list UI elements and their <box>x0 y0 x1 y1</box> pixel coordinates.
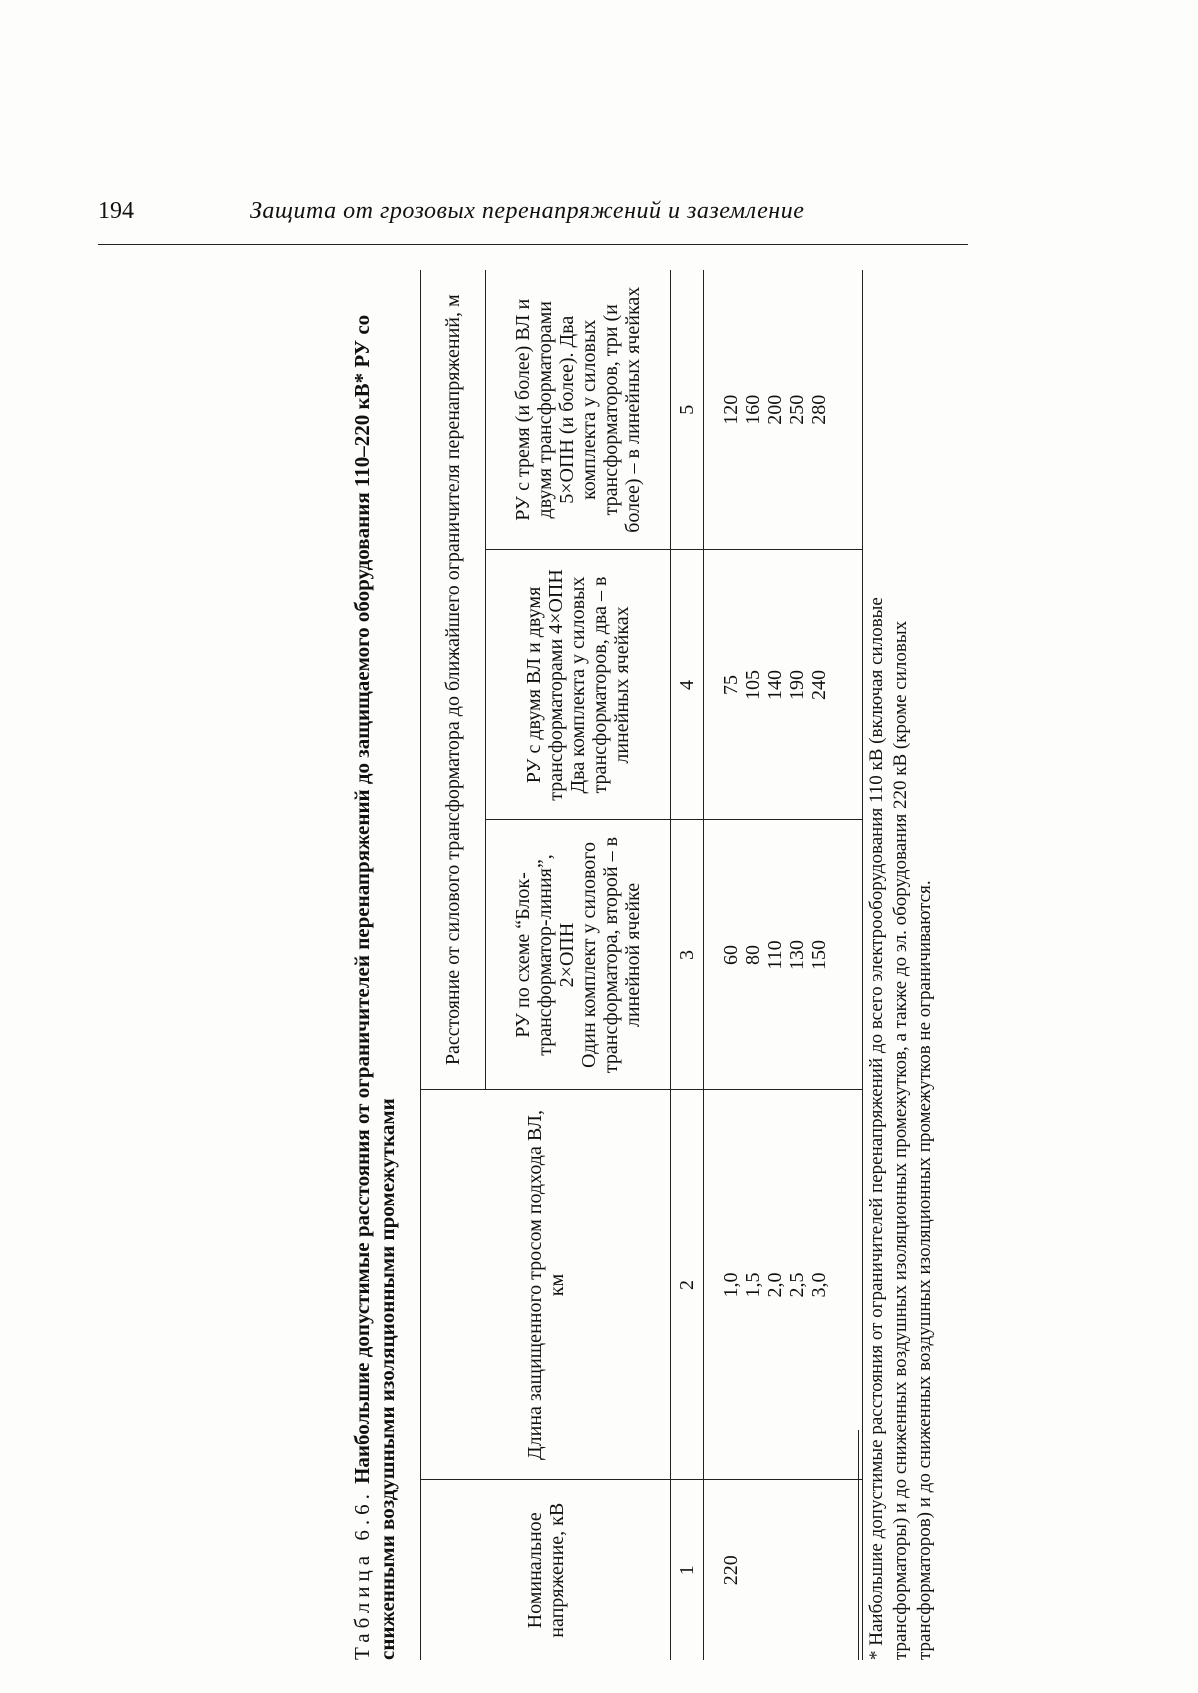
distance-table <box>420 270 863 1660</box>
col5-value: 160 <box>742 394 764 425</box>
length-value: 1,0 <box>720 1272 742 1298</box>
length-value: 1,5 <box>742 1272 764 1298</box>
voltage-value: 220 <box>704 1480 863 1660</box>
header-length: Длина защищенного тросом подхода ВЛ, км <box>421 1090 671 1480</box>
col4-value: 140 <box>764 670 786 700</box>
col5-value: 250 <box>786 394 808 425</box>
col3-value: 150 <box>808 940 830 970</box>
col3-values <box>704 820 863 1090</box>
table-caption-prefix: Таблица 6.6. <box>350 1489 374 1660</box>
column-number-1: 1 <box>671 1480 704 1660</box>
header-distance-group: Расстояние от силового трансформатора до ближайшего ограничителя перенапряжений, м <box>421 270 486 1090</box>
running-title: Защита от грозовых перенапряжений и заземление <box>250 198 805 224</box>
header-col3-scheme: РУ по схеме “Блок-трансформатор-линия”, 2×ОПН <box>512 854 578 1056</box>
table-caption <box>350 270 400 1660</box>
col5-value: 200 <box>764 394 786 425</box>
col4-value: 190 <box>786 670 808 700</box>
header-col4-scheme: РУ с двумя ВЛ и двумя трансформаторами 4×ОПН <box>523 569 567 801</box>
footnote-text: * Наибольшие допустимые расстояния от ограничителей перенапряжений до всего электрооборудования 110 кВ (включая силовые трансформаторы) и до сниженных воздушных изоляционных промежутков, а также до эл. оборудования 220 кВ (кроме силовых трансформаторов) и до сниженных воздушных изоляционных промежутков не ограничиваются. <box>866 597 935 1660</box>
table-caption-text: Наибольшие допустимые расстояния от ограничителей перенапряжений до защищаемого оборудования 110–220 кВ* РУ со сниженными воздушными изоляционными промежутками <box>350 314 399 1660</box>
col4-value: 240 <box>808 670 830 700</box>
running-head <box>98 198 968 234</box>
col3-value: 60 <box>720 945 742 965</box>
col5-value: 120 <box>720 394 742 425</box>
col3-value: 110 <box>764 940 786 970</box>
col5-values <box>704 270 863 550</box>
column-number-2: 2 <box>671 1090 704 1480</box>
col5-value: 280 <box>808 394 830 425</box>
rotated-table-block <box>342 270 992 1660</box>
header-col4 <box>486 550 671 820</box>
length-value: 3,0 <box>808 1272 830 1298</box>
table-footnote <box>858 560 937 1660</box>
length-values <box>704 1090 863 1480</box>
column-number-5: 5 <box>671 270 704 550</box>
col3-value: 80 <box>742 945 764 965</box>
footnote-rule <box>858 1430 859 1660</box>
column-number-3: 3 <box>671 820 704 1090</box>
header-col3 <box>486 820 671 1090</box>
header-rule <box>98 244 968 245</box>
col3-value: 130 <box>786 940 808 970</box>
header-voltage: Номинальное напряжение, кВ <box>421 1480 671 1660</box>
length-value: 2,5 <box>786 1272 808 1298</box>
col4-value: 105 <box>742 670 764 700</box>
column-number-4: 4 <box>671 550 704 820</box>
col4-value: 75 <box>720 675 742 695</box>
header-col4-note: Два комплекта у силовых трансформаторов, два – в линейных ячейках <box>567 576 633 794</box>
header-col5: РУ с тремя (и более) ВЛ и двумя трансформаторами 5×ОПН (и более). Два комплекта у силовых трансформаторов, три (и более) – в линейных ячейках <box>486 270 671 550</box>
col4-values <box>704 550 863 820</box>
page-number: 194 <box>98 198 134 224</box>
header-col3-note: Один комплект у силового трансформатора, второй – в линейной ячейке <box>578 836 644 1074</box>
length-value: 2,0 <box>764 1272 786 1298</box>
